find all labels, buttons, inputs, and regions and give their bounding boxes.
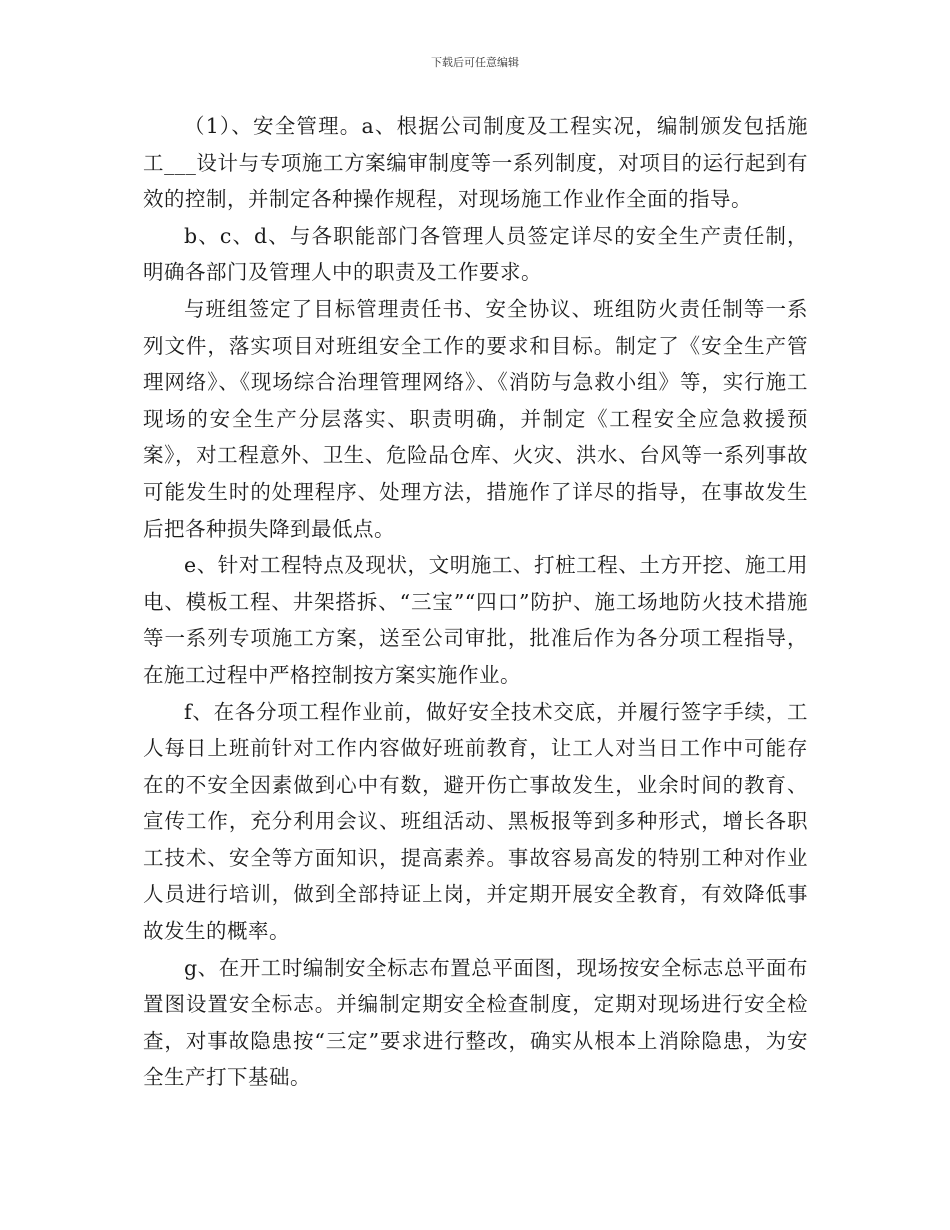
paragraph-safety-signs: g、在开工时编制安全标志布置总平面图，现场按安全标志总平面布置图设置安全标志。并编制定期安全检查制度，定期对现场进行安全检查，对事故隐患按“三定”要求进行整改，确实从根本上消除隐患，为安全生产打下基础。 (143, 955, 808, 1090)
paragraph-safety-management: （1）、安全管理。a、根据公司制度及工程实况，编制颁发包括施工___设计与专项施工方案编审制度等一系列制度，对项目的运行起到有效的控制，并制定各种操作规程，对现场施工作业作全面的指导。 (143, 114, 808, 212)
paragraph-team-agreements: 与班组签定了目标管理责任书、安全协议、班组防火责任制等一系列文件，落实项目对班组安全工作的要求和目标。制定了《安全生产管理网络》、《现场综合治理管理网络》、《消防与急救小组》等，实行施工现场的安全生产分层落实、职责明确，并制定《工程安全应急救援预案》，对工程意外、卫生、危险品仓库、火灾、洪水、台风等一系列事故可能发生时的处理程序、处理方法，措施作了详尽的指导，在事故发生后把各种损失降到最低点。 (143, 296, 808, 541)
document-body (143, 108, 808, 1096)
paragraph-responsibility: b、c、d、与各职能部门各管理人员签定详尽的安全生产责任制，明确各部门及管理人中的职责及工作要求。 (143, 223, 808, 285)
page-header: 下载后可任意编辑 (431, 56, 519, 69)
paragraph-technical-briefing: f、在各分项工程作业前，做好安全技术交底，并履行签字手续，工人每日上班前针对工作内容做好班前教育，让工人对当日工作中可能存在的不安全因素做到心中有数，避开伤亡事故发生，业余时间的教育、宣传工作，充分利用会议、班组活动、黑板报等到多种形式，增长各职工技术、安全等方面知识，提高素养。事故容易高发的特别工种对作业人员进行培训，做到全部持证上岗，并定期开展安全教育，有效降低事故发生的概率。 (143, 699, 808, 944)
paragraph-special-plans: e、针对工程特点及现状，文明施工、打桩工程、土方开挖、施工用电、模板工程、井架搭拆、“三宝”“四口”防护、施工场地防火技术措施等一系列专项施工方案，送至公司审批，批准后作为各分项工程指导，在施工过程中严格控制按方案实施作业。 (143, 553, 808, 687)
